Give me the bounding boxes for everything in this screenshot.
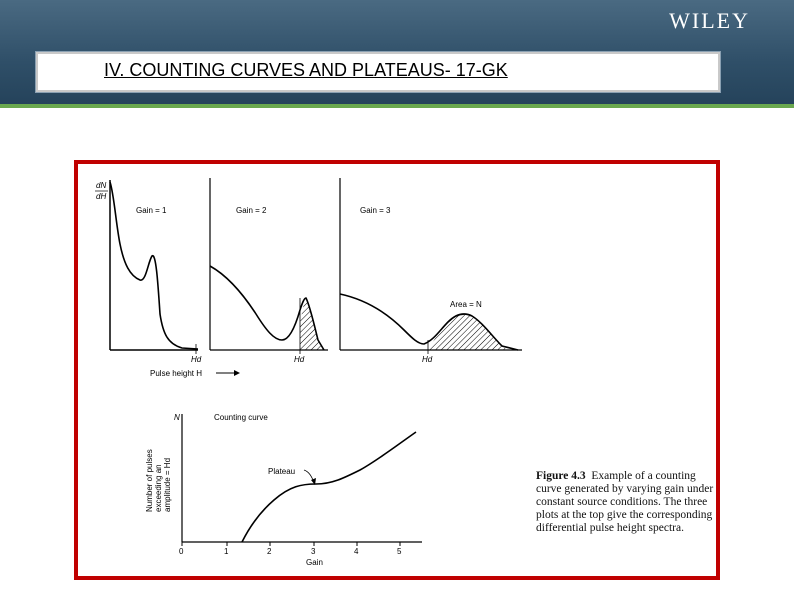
header-accent-line — [0, 104, 794, 108]
x-tick-label-4: 4 — [354, 547, 359, 556]
counting-x-label: Gain — [306, 558, 323, 567]
y-label-line-2: exceeding an — [154, 464, 163, 512]
panel-gain-1 — [110, 180, 202, 364]
x-tick-0 — [179, 542, 184, 556]
caption-text: Example of a counting curve generated by varying gain under constant source conditions. The three plots at the top give the corresponding differential pulse height spectra. — [536, 470, 714, 534]
x-tick-2 — [267, 542, 272, 556]
x-tick-label-0: 0 — [179, 547, 184, 556]
panel3-area-label: Area = N — [450, 300, 482, 309]
x-tick-3 — [311, 542, 316, 556]
y-label-line-1: Number of pulses — [145, 449, 154, 512]
title-box — [36, 52, 720, 92]
panel3-label: Gain = 3 — [360, 206, 391, 215]
x-tick-label-1: 1 — [224, 547, 229, 556]
y-label-line-3: amplitude = Hd — [163, 457, 172, 512]
panel1-label: Gain = 1 — [136, 206, 167, 215]
panel2-hatched-area — [300, 298, 324, 350]
dh-label: dH — [96, 192, 107, 201]
pulse-height-arrowhead — [234, 370, 240, 376]
panel3-hd-label: Hd — [422, 355, 433, 364]
counting-curve-label: Counting curve — [214, 413, 268, 422]
figure-frame — [74, 160, 720, 580]
panel-gain-3 — [340, 178, 522, 364]
dn-label: dN — [96, 181, 107, 190]
panel1-hd-label: Hd — [191, 355, 202, 364]
slide-title: IV. COUNTING CURVES AND PLATEAUS- 17-GK — [104, 60, 508, 80]
x-tick-label-2: 2 — [267, 547, 272, 556]
counting-y-symbol: N — [174, 413, 180, 422]
plateau-label: Plateau — [268, 467, 296, 476]
x-tick-label-5: 5 — [397, 547, 402, 556]
panel2-label: Gain = 2 — [236, 206, 267, 215]
counting-curve — [242, 432, 416, 542]
x-tick-4 — [354, 542, 359, 556]
figure-caption — [536, 470, 714, 535]
x-tick-1 — [224, 542, 229, 556]
x-tick-label-3: 3 — [311, 547, 316, 556]
caption-number: Figure 4.3 — [536, 470, 586, 482]
panel2-hd-label: Hd — [294, 355, 305, 364]
counting-y-label — [145, 449, 172, 512]
wiley-logo: WILEY — [669, 8, 750, 33]
pulse-height-label: Pulse height H — [150, 369, 203, 378]
x-tick-5 — [397, 542, 402, 556]
counting-plot — [145, 413, 422, 567]
panel-gain-2 — [210, 178, 328, 364]
